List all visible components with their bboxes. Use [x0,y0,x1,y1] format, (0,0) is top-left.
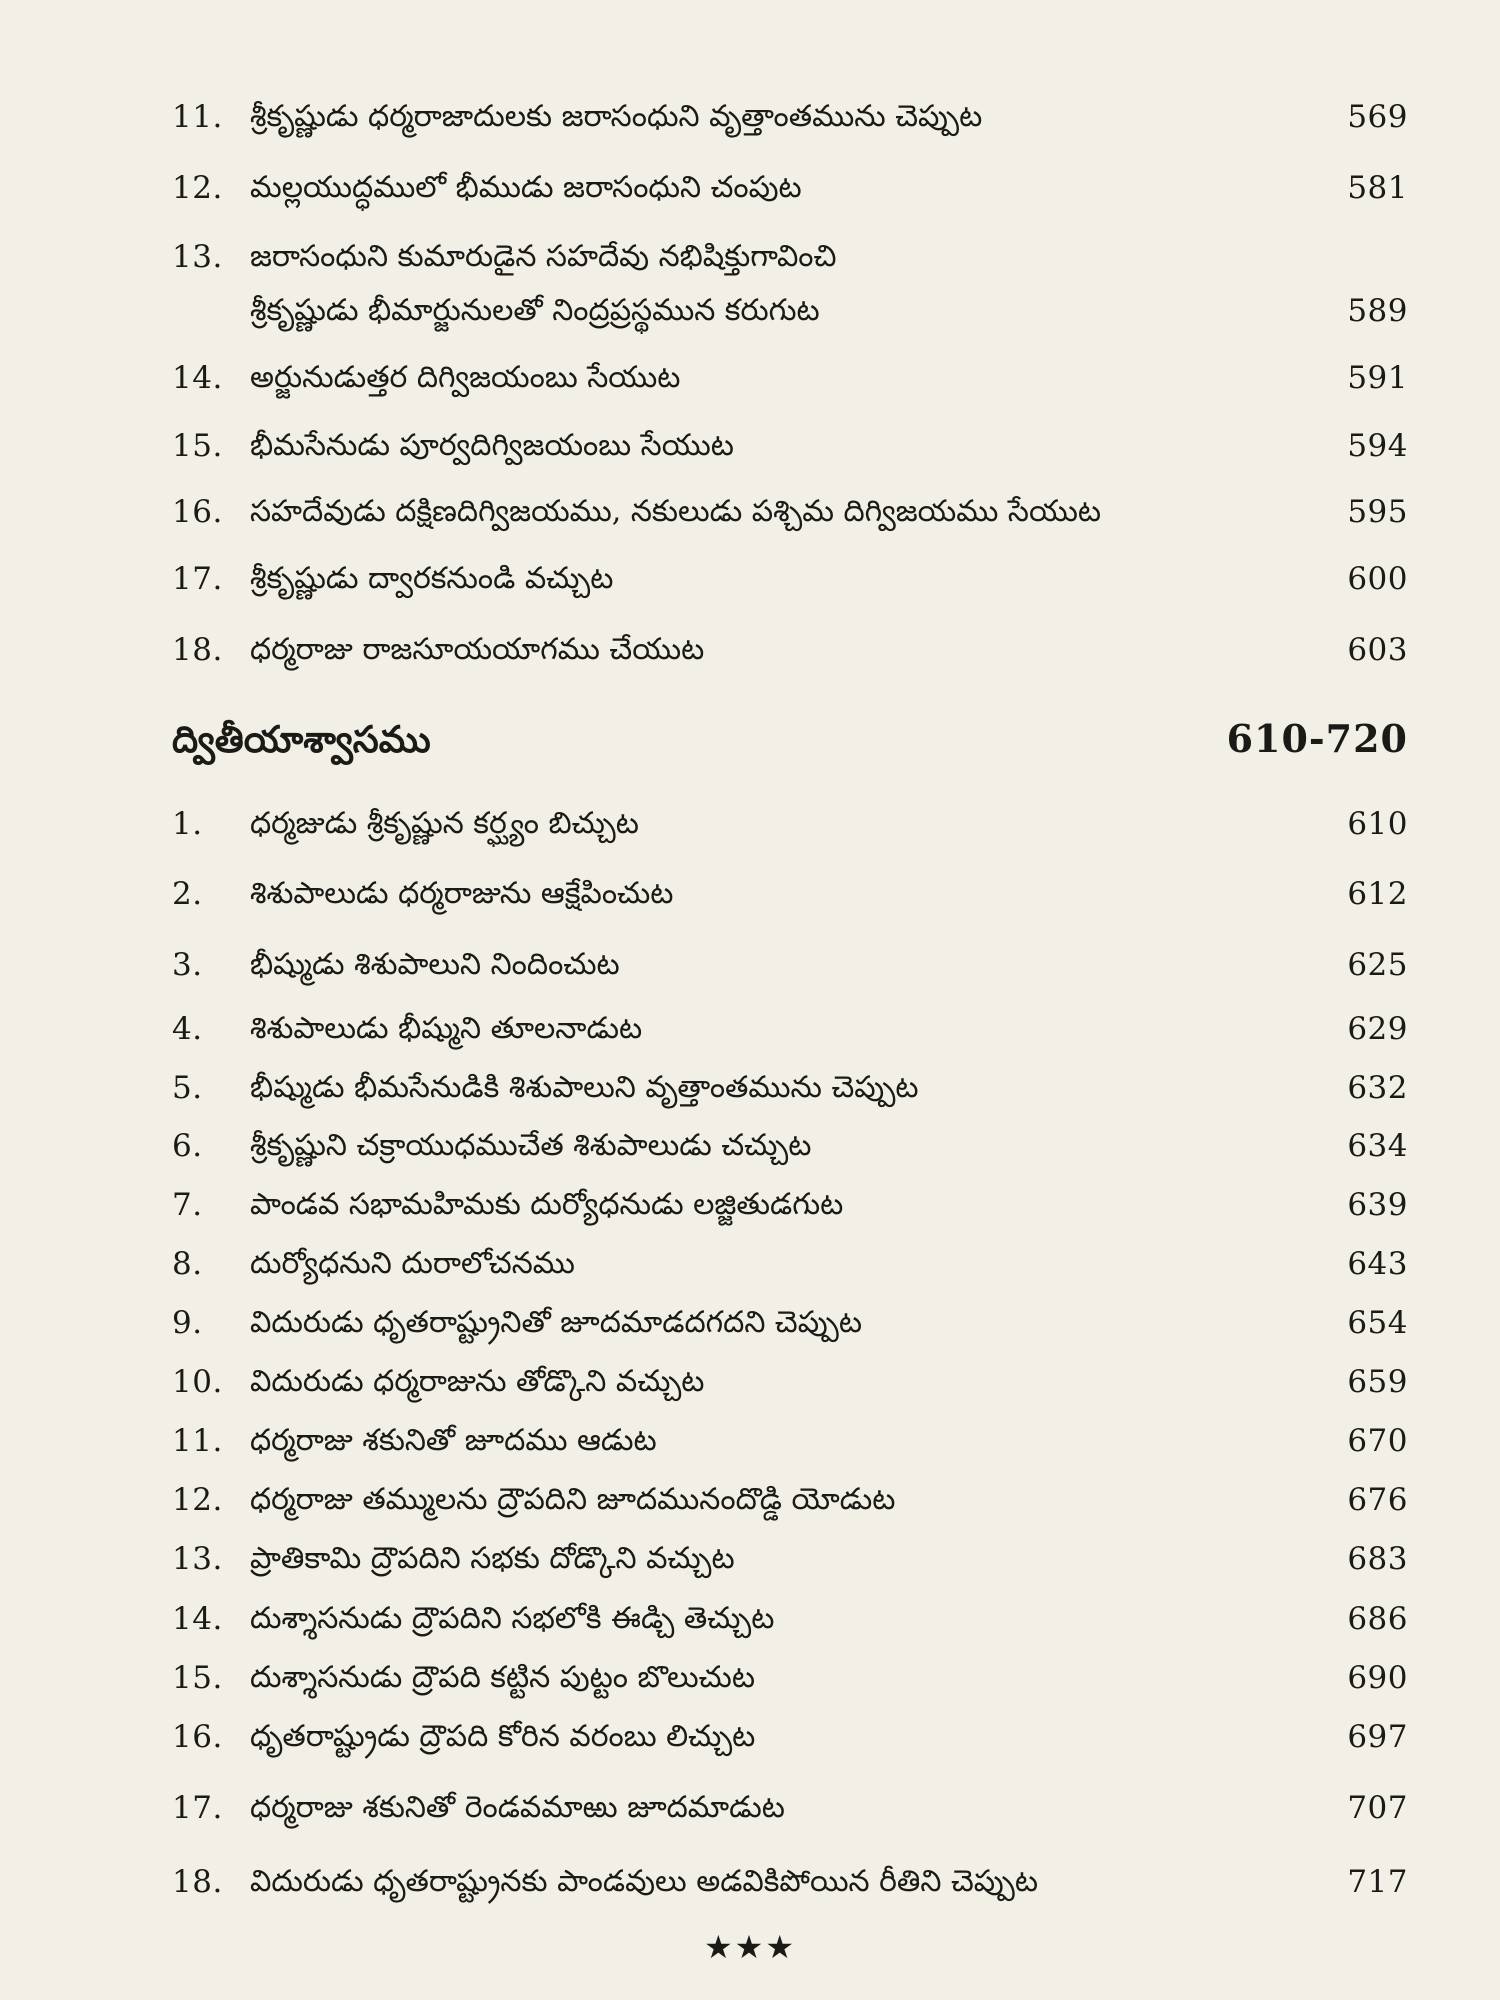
entry-page: 690 [1347,1660,1408,1696]
entry-title: భీష్ముడు శిశుపాలుని నిందించుట [250,947,620,982]
entry-number: 14. [172,360,223,396]
entry-number: 9. [172,1305,203,1341]
toc-entry [0,940,1500,990]
entry-title-line2: శ్రీకృష్ణుడు భీమార్జునులతో నింద్రప్రస్థమున కరుగుట [250,293,820,328]
entry-title: శ్రీకృష్ణుడు ధర్మరాజాదులకు జరాసంధుని వృత్తాంతమును చెప్పుట [250,99,983,134]
toc-entry-continuation [0,286,1500,336]
entry-title: దుశ్శాసనుడు ద్రౌపదిని సభలోకి ఈడ్చి తెచ్చుట [250,1601,775,1636]
entry-title: ధృతరాష్ట్రుడు ద్రౌపది కోరిన వరంబు లిచ్చుట [250,1719,756,1754]
section-title: ద్వితీయాశ్వాసము [172,717,431,761]
entry-page: 676 [1347,1482,1408,1518]
entry-title: జరాసంధుని కుమారుడైన సహదేవు నభిషిక్తుగావించి [250,239,837,274]
entry-title: విదురుడు ధృతరాష్ట్రునితో జూదమాడదగదని చెప్పుట [250,1305,862,1340]
entry-title: ధర్మరాజు తమ్ములను ద్రౌపదిని జూదమునందొడ్డి యోడుట [250,1482,896,1517]
entry-number: 2. [172,876,203,912]
entry-title: భీమసేనుడు పూర్వదిగ్విజయంబు సేయుట [250,428,734,463]
toc-entry [0,869,1500,919]
toc-entry [0,1239,1500,1289]
toc-entry [0,1857,1500,1907]
entry-page: 595 [1347,494,1408,530]
entry-number: 17. [172,561,223,597]
entry-title: విదురుడు ధర్మరాజును తోడ్కొని వచ్చుట [250,1364,705,1399]
toc-entry [0,1712,1500,1762]
entry-title: ధర్మరాజు శకునితో జూదము ఆడుట [250,1423,657,1458]
entry-number: 5. [172,1070,203,1106]
entry-page: 717 [1347,1864,1408,1900]
entry-page: 594 [1347,428,1408,464]
toc-entry [0,353,1500,403]
toc-entry [0,1653,1500,1703]
toc-entry [0,554,1500,604]
entry-number: 12. [172,170,223,206]
entry-number: 16. [172,1719,223,1755]
entry-page: 654 [1347,1305,1408,1341]
toc-entry [0,1121,1500,1171]
entry-number: 6. [172,1128,203,1164]
entry-title: శిశుపాలుడు ధర్మరాజును ఆక్షేపించుట [250,876,674,911]
entry-title: ధర్మజుడు శ్రీకృష్ణున కర్ఘ్యం బిచ్చుట [250,806,639,841]
entry-number: 4. [172,1011,203,1047]
entry-page: 589 [1347,293,1408,329]
entry-page: 581 [1347,170,1408,206]
toc-entry [0,1783,1500,1833]
entry-page: 670 [1347,1423,1408,1459]
entry-number: 15. [172,428,223,464]
entry-number: 10. [172,1364,223,1400]
entry-title: విదురుడు ధృతరాష్ట్రునకు పాండవులు అడవికిపోయిన రీతిని చెప్పుట [250,1864,1039,1899]
entry-number: 18. [172,1864,223,1900]
entry-page: 643 [1347,1246,1408,1282]
entry-number: 16. [172,494,223,530]
entry-page: 625 [1347,947,1408,983]
entry-page: 632 [1347,1070,1408,1106]
entry-page: 639 [1347,1187,1408,1223]
toc-entry [0,1298,1500,1348]
entry-page: 610 [1347,806,1408,842]
toc-entry [0,1594,1500,1644]
entry-title: సహదేవుడు దక్షిణదిగ్విజయము, నకులుడు పశ్చిమ దిగ్విజయము సేయుట [250,494,1102,529]
toc-entry [0,1063,1500,1113]
toc-entry [0,799,1500,849]
entry-title: శ్రీకృష్ణుడు ద్వారకనుండి వచ్చుట [250,561,614,596]
entry-title: ప్రాతికామి ద్రౌపదిని సభకు దోడ్కొని వచ్చుట [250,1541,735,1576]
entry-page: 634 [1347,1128,1408,1164]
entry-number: 1. [172,806,203,842]
toc-entry [0,92,1500,142]
toc-entry [0,232,1500,282]
entry-number: 15. [172,1660,223,1696]
entry-title: మల్లయుద్ధములో భీముడు జరాసంధుని చంపుట [250,170,802,205]
entry-title: దుర్యోధనుని దురాలోచనము [250,1246,575,1281]
toc-entry [0,1534,1500,1584]
toc-entry [0,1004,1500,1054]
entry-number: 17. [172,1790,223,1826]
toc-entry [0,1416,1500,1466]
entry-title: పాండవ సభామహిమకు దుర్యోధనుడు లజ్జితుడగుట [250,1187,844,1222]
entry-number: 7. [172,1187,203,1223]
entry-page: 659 [1347,1364,1408,1400]
entry-number: 14. [172,1601,223,1637]
end-stars-ornament: ★★★ [703,1928,797,1966]
toc-entry [0,625,1500,675]
entry-number: 13. [172,1541,223,1577]
entry-page: 629 [1347,1011,1408,1047]
entry-title: ధర్మరాజు రాజసూయయాగము చేయుట [250,632,705,667]
entry-page: 612 [1347,876,1408,912]
toc-entry [0,163,1500,213]
section-page-range: 610-720 [1226,716,1408,761]
entry-page: 591 [1347,360,1408,396]
toc-entry [0,1475,1500,1525]
toc-entry [0,421,1500,471]
entry-page: 569 [1347,99,1408,135]
entry-title: శ్రీకృష్ణుని చక్రాయుధముచేత శిశుపాలుడు చచ్చుట [250,1128,812,1163]
entry-number: 13. [172,239,223,275]
entry-page: 707 [1347,1790,1408,1826]
entry-title: శిశుపాలుడు భీష్ముని తూలనాడుట [250,1011,643,1046]
section-heading [0,709,1500,769]
toc-entry [0,1357,1500,1407]
entry-number: 18. [172,632,223,668]
entry-number: 8. [172,1246,203,1282]
entry-page: 600 [1347,561,1408,597]
entry-title: ధర్మరాజు శకునితో రెండవమాఱు జూదమాడుట [250,1790,785,1825]
entry-number: 11. [172,99,223,135]
entry-title: అర్జునుడుత్తర దిగ్విజయంబు సేయుట [250,360,681,395]
entry-page: 697 [1347,1719,1408,1755]
entry-number: 11. [172,1423,223,1459]
toc-entry [0,1180,1500,1230]
entry-number: 3. [172,947,203,983]
entry-page: 686 [1347,1601,1408,1637]
entry-title: భీష్ముడు భీమసేనుడికి శిశుపాలుని వృత్తాంతమును చెప్పుట [250,1070,919,1105]
entry-title: దుశ్శాసనుడు ద్రౌపది కట్టిన పుట్టం బొలుచుట [250,1660,755,1695]
entry-page: 683 [1347,1541,1408,1577]
toc-entry [0,487,1500,537]
entry-page: 603 [1347,632,1408,668]
entry-number: 12. [172,1482,223,1518]
